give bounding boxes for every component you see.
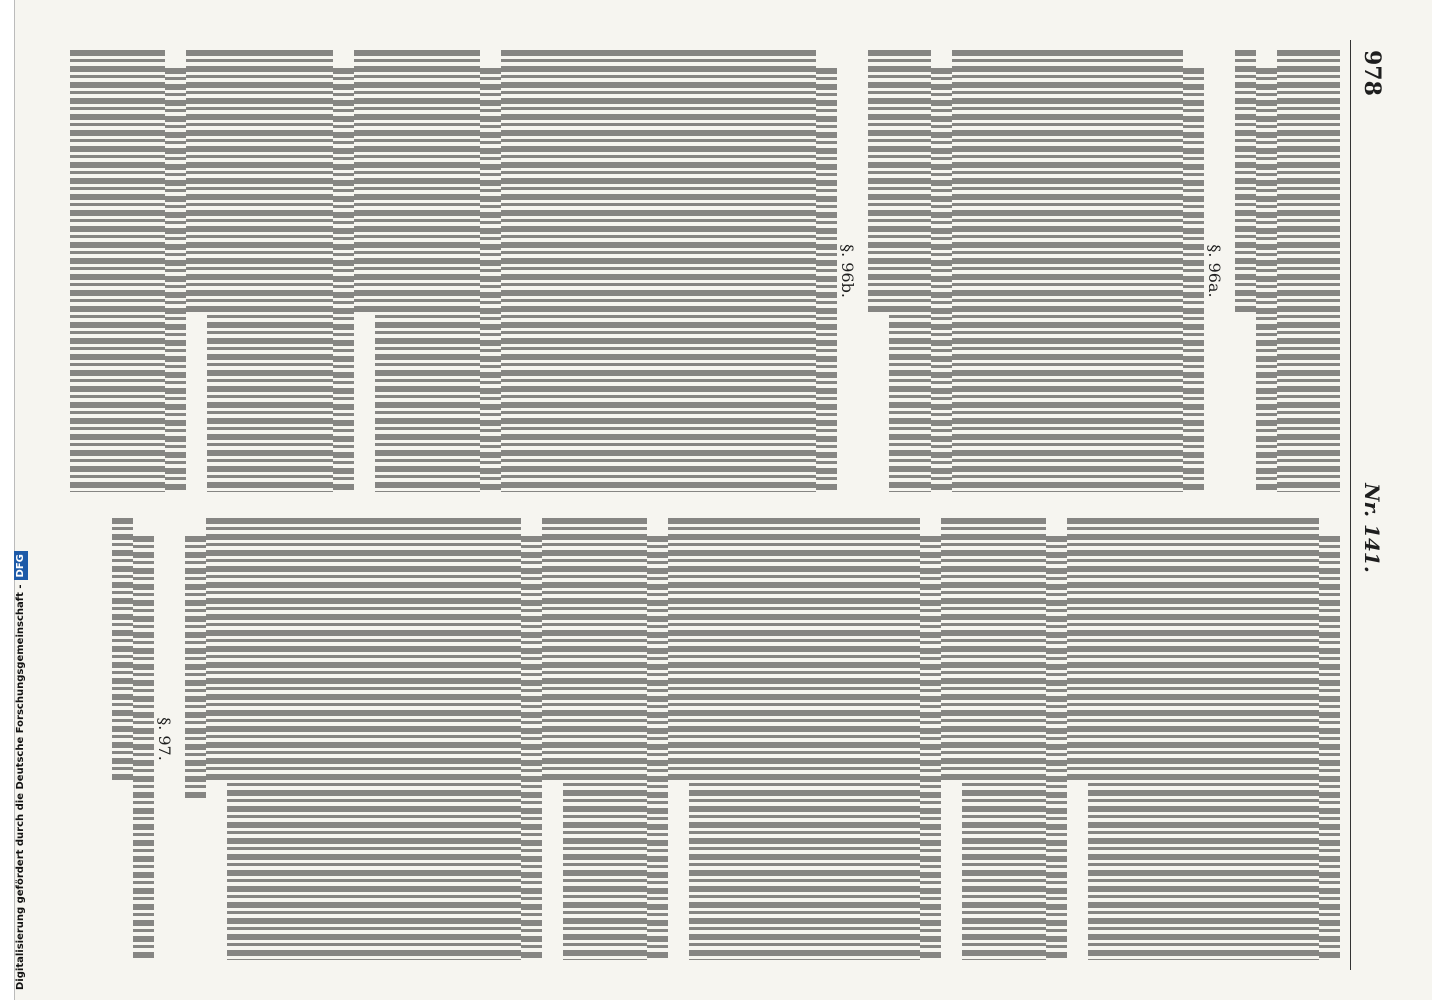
- page-title: Nr. 141.: [1360, 483, 1384, 573]
- digitization-stamp: [0, 0, 26, 1000]
- page-number: 978: [1359, 50, 1385, 96]
- column-left: [70, 50, 1340, 492]
- digitization-note: Digitalisierung gefördert durch die Deutsche Forschungsgemeinschaft -DFG: [14, 551, 28, 990]
- text-columns: [70, 40, 1350, 970]
- section-heading: §. 97.: [155, 717, 174, 761]
- section-heading: §. 96b.: [838, 244, 857, 298]
- column-right: [70, 518, 1340, 960]
- page-header: [1350, 40, 1385, 970]
- rotated-page-content: [45, 40, 1385, 970]
- section-heading: §. 96a.: [1205, 244, 1224, 298]
- dfg-logo: DFG: [14, 551, 28, 580]
